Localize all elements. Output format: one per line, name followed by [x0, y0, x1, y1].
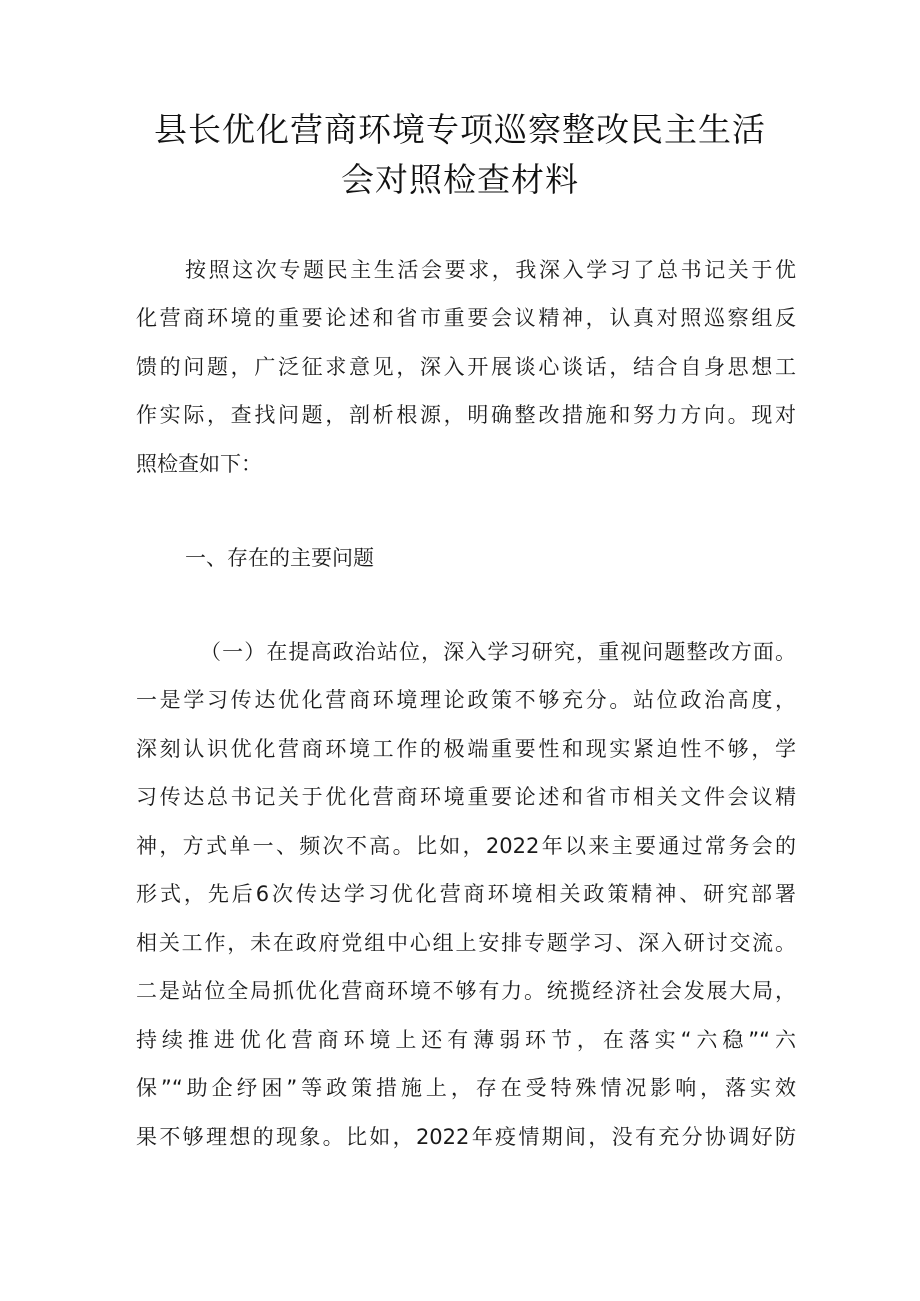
body-line-3: 深刻认识优化营商环境工作的极端重要性和现实紧迫性不够，学: [136, 737, 796, 761]
intro-line-3: 馈的问题，广泛征求意见，深入开展谈心谈话，结合自身思想工: [136, 355, 796, 379]
body-line-6: 形式，先后6次传达学习优化营商环境相关政策精神、研究部署: [136, 882, 796, 906]
intro-line-2: 化营商环境的重要论述和省市重要会议精神，认真对照巡察组反: [136, 306, 796, 330]
body-line-11: 果不够理想的现象。比如，2022年疫情期间，没有充分协调好防: [136, 1125, 796, 1149]
section-heading: 一、存在的主要问题: [185, 546, 374, 570]
body-line-2: 一是学习传达优化营商环境理论政策不够充分。站位政治高度，: [136, 688, 796, 712]
body-line-5: 神，方式单一、频次不高。比如，2022年以来主要通过常务会的: [136, 834, 796, 858]
intro-line-4: 作实际，查找问题，剖析根源，明确整改措施和努力方向。现对: [136, 403, 796, 427]
body-line-8: 二是站位全局抓优化营商环境不够有力。统揽经济社会发展大局，: [136, 979, 796, 1003]
document-title-line-1: 县长优化营商环境专项巡察整改民主生活: [154, 110, 766, 149]
intro-line-5: 照检查如下：: [136, 452, 262, 476]
body-line-4: 习传达总书记关于优化营商环境重要论述和省市相关文件会议精: [136, 785, 796, 809]
body-line-10: 保”“助企纾困”等政策措施上，存在受特殊情况影响，落实效: [136, 1076, 796, 1100]
body-line-9: 持续推进优化营商环境上还有薄弱环节，在落实“六稳”“六: [136, 1028, 796, 1052]
intro-line-1: 按照这次专题民主生活会要求，我深入学习了总书记关于优: [185, 258, 796, 282]
document-title-line-2: 会对照检查材料: [341, 160, 579, 199]
body-line-7: 相关工作，未在政府党组中心组上安排专题学习、深入研讨交流。: [136, 931, 796, 955]
body-line-1: （一）在提高政治站位，深入学习研究，重视问题整改方面。: [200, 640, 796, 664]
